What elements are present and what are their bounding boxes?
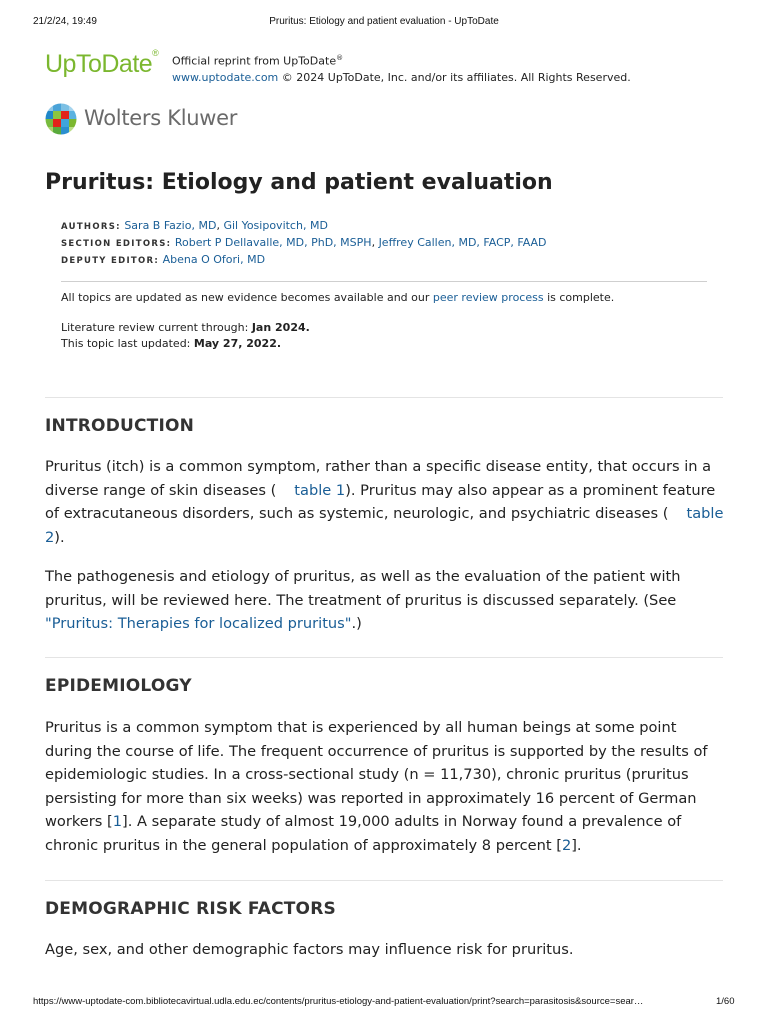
update-info [61, 290, 614, 352]
localized-pruritus-link[interactable]: "Pruritus: Therapies for localized pruritus" [45, 615, 352, 633]
para-text: Pruritus (itch) is a common symptom, rather than a specific disease entity, that occurs in a diverse range of skin diseases ( [45, 458, 712, 499]
reprint-notice [172, 50, 652, 86]
deputy-editor-line [61, 252, 547, 269]
para-text: .) [351, 615, 362, 633]
section-divider [45, 657, 723, 658]
section-divider [45, 880, 723, 881]
print-url: https://www-uptodate-com.bibliotecavirtual.udla.edu.ec/contents/pruritus-etiology-and-patient-evaluation/print?search=parasitosis&source=sear… [33, 996, 644, 1007]
table-2-link[interactable]: table 2 [45, 505, 724, 546]
reprint-registered-mark: ® [336, 54, 344, 62]
lit-review-label: Literature review current through: [61, 321, 252, 334]
last-updated-line [61, 336, 614, 352]
literature-review-line [61, 320, 614, 336]
credits-divider [61, 281, 707, 282]
authors-label: AUTHORS: [61, 222, 121, 232]
para-text: ]. [571, 836, 582, 854]
uptodate-logo-text: UpToDate [45, 50, 153, 78]
demographic-risk-factors-heading: DEMOGRAPHIC RISK FACTORS [45, 899, 336, 919]
para-text: ). Pruritus may also appear as a prominent feature of extracutaneous disorders, such as systemic, neurologic, and psychiatric diseases ( [45, 481, 716, 523]
notice-text-end: is complete. [543, 291, 615, 304]
deputy-editor-label: DEPUTY EDITOR: [61, 256, 160, 266]
uptodate-site-link[interactable]: www.uptodate.com [172, 70, 279, 84]
last-updated-date: May 27, 2022. [193, 337, 282, 350]
print-datetime: 21/2/24, 19:49 [33, 16, 97, 27]
page-title: Pruritus: Etiology and patient evaluation [45, 170, 553, 195]
wolters-kluwer-wordmark: Wolters Kluwer [84, 106, 238, 130]
para-text: ]. A separate study of almost 19,000 adults in Norway found a prevalence of chronic pruritus in the general population of approximately 8 percent [ [45, 813, 682, 854]
lit-review-date: Jan 2024. [251, 321, 310, 334]
para-text: The pathogenesis and etiology of pruritus, as well as the evaluation of the patient with pruritus, will be reviewed here. The treatment of pruritus is discussed separately. (See [45, 568, 681, 609]
table-icon [668, 508, 686, 518]
para-text: Pruritus is a common symptom that is experienced by all human beings at some point during the course of life. The frequent occurrence of pruritus is supported by the results of epidemiologic studies. In a cross-sectional study (n = 11,730), chronic pruritus (pruritus persisting for more than six weeks) was reported in approximately 16 percent of German workers [ [45, 719, 708, 831]
peer-review-link[interactable]: peer review process [432, 291, 544, 304]
introduction-paragraph-2 [45, 565, 725, 636]
table-1-link[interactable]: table 1 [294, 481, 346, 499]
author-link[interactable]: Gil Yosipovitch, MD [223, 219, 328, 232]
section-editor-link[interactable]: Jeffrey Callen, MD, FACP, FAAD [378, 236, 547, 249]
para-text: ). [54, 528, 65, 546]
last-updated-label: This topic last updated: [61, 337, 194, 350]
authors-line: AUTHORS: Sara B Fazio, MD, Gil Yosipovitch, MD [61, 219, 328, 232]
peer-review-notice [61, 290, 614, 306]
author-link[interactable]: Sara B Fazio, MD [124, 219, 217, 232]
table-icon [276, 485, 294, 495]
print-header [0, 16, 768, 30]
reprint-text: Official reprint from UpToDate [172, 54, 337, 68]
epidemiology-heading: EPIDEMIOLOGY [45, 676, 192, 696]
topic-credits [61, 218, 547, 269]
epidemiology-paragraph-1 [45, 716, 725, 858]
reference-1-link[interactable]: 1 [112, 813, 123, 831]
demographic-paragraph-1: Age, sex, and other demographic factors may influence risk for pruritus. [45, 941, 574, 958]
introduction-paragraph-1 [45, 455, 725, 549]
print-page-number: 1/60 [716, 996, 735, 1007]
deputy-editor-link[interactable]: Abena O Ofori, MD [162, 253, 266, 266]
section-editors-line: SECTION EDITORS: Robert P Dellavalle, MD, PhD, MSPH, Jeffrey Callen, MD, FACP, FAAD [61, 236, 547, 249]
introduction-heading: INTRODUCTION [45, 416, 195, 436]
section-divider [45, 397, 723, 398]
uptodate-logo[interactable] [45, 50, 158, 79]
reference-2-link[interactable]: 2 [561, 836, 572, 854]
copyright-text: © 2024 UpToDate, Inc. and/or its affiliates. All Rights Reserved. [278, 70, 631, 84]
notice-text: All topics are updated as new evidence becomes available and our [61, 291, 433, 304]
registered-mark: ® [152, 48, 159, 58]
wolters-kluwer-mark-icon [45, 103, 77, 135]
print-doc-title: Pruritus: Etiology and patient evaluation - UpToDate [269, 16, 499, 27]
section-editors-label: SECTION EDITORS: [61, 239, 172, 249]
section-editor-link[interactable]: Robert P Dellavalle, MD, PhD, MSPH [174, 236, 372, 249]
